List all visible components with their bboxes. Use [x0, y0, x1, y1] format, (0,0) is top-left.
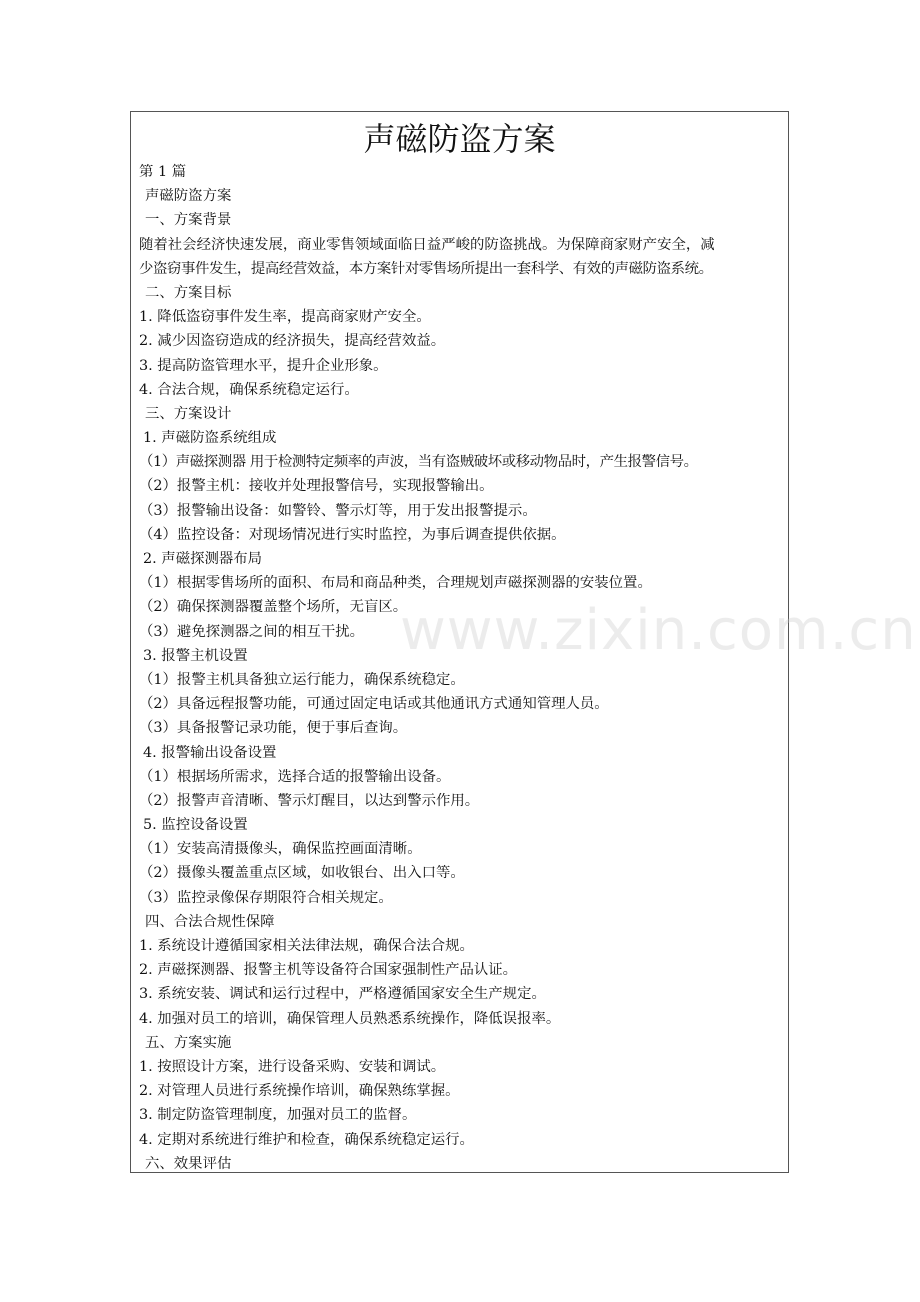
body-line: 2. 减少因盗窃造成的经济损失，提高经营效益。 — [139, 333, 446, 350]
body-line: （3）具备报警记录功能，便于事后查询。 — [139, 720, 408, 737]
body-line: 4. 定期对系统进行维护和检查，确保系统稳定运行。 — [139, 1131, 474, 1148]
body-line: （3）监控录像保存期限符合相关规定。 — [139, 889, 393, 906]
body-line: 三、方案设计 — [145, 405, 232, 422]
body-line: （4）监控设备：对现场情况进行实时监控，为事后调查提供依据。 — [139, 526, 566, 543]
body-line: （2）报警声音清晰、警示灯醒目，以达到警示作用。 — [139, 792, 480, 809]
body-line: 2. 对管理人员进行系统操作培训，确保熟练掌握。 — [139, 1083, 460, 1100]
body-line: 1. 按照设计方案，进行设备采购、安装和调试。 — [139, 1058, 446, 1075]
body-line: 3. 制定防盗管理制度，加强对员工的监督。 — [139, 1107, 417, 1124]
body-line: 1. 降低盗窃事件发生率，提高商家财产安全。 — [139, 309, 431, 326]
body-line: （1）报警主机具备独立运行能力，确保系统稳定。 — [139, 671, 465, 688]
body-line: 2. 声磁探测器布局 — [143, 551, 263, 567]
body-line: 2. 声磁探测器、报警主机等设备符合国家强制性产品认证。 — [139, 962, 518, 979]
document-body — [139, 160, 784, 1176]
body-line: 六、效果评估 — [145, 1155, 232, 1172]
document-title: 声磁防盗方案 — [363, 120, 556, 158]
body-line: （3）报警输出设备：如警铃、警示灯等，用于发出报警提示。 — [139, 502, 537, 519]
body-line: （2）具备远程报警功能，可通过固定电话或其他通讯方式通知管理人员。 — [139, 696, 609, 713]
body-line: （1）根据零售场所的面积、布局和商品种类，合理规划声磁探测器的安装位置。 — [139, 575, 652, 592]
body-line: 少盗窃事件发生，提高经营效益，本方案针对零售场所提出一套科学、有效的声磁防盗系统。 — [139, 260, 713, 277]
body-line: 1. 声磁防盗系统组成 — [143, 430, 277, 447]
body-line: 声磁防盗方案 — [145, 188, 232, 205]
body-line: 一、方案背景 — [145, 212, 232, 229]
body-line: （1）声磁探测器 用于检测特定频率的声波，当有盗贼破坏或移动物品时，产生报警信号。 — [139, 454, 698, 471]
body-line: （3）避免探测器之间的相互干扰。 — [139, 623, 365, 640]
body-line: 3. 报警主机设置 — [143, 647, 248, 664]
body-line: 1. 系统设计遵循国家相关法律法规，确保合法合规。 — [139, 938, 474, 954]
body-line: 3. 提高防盗管理水平，提升企业形象。 — [139, 357, 388, 374]
body-line: 第 1 篇 — [139, 164, 187, 180]
body-line: （2）摄像头覆盖重点区域，如收银台、出入口等。 — [139, 865, 465, 882]
body-line: 4. 加强对员工的培训，确保管理人员熟悉系统操作，降低误报率。 — [139, 1010, 561, 1027]
body-line: 五、方案实施 — [145, 1034, 232, 1051]
body-line: 5. 监控设备设置 — [143, 817, 248, 834]
watermark-text: www.zixin.com.cn — [400, 598, 917, 663]
body-line: 3. 系统安装、调试和运行过程中，严格遵循国家安全生产规定。 — [139, 986, 546, 1003]
body-line: （1）安装高清摄像头，确保监控画面清晰。 — [139, 841, 422, 858]
body-line: 4. 合法合规，确保系统稳定运行。 — [139, 381, 359, 398]
body-line: （2）确保探测器覆盖整个场所，无盲区。 — [139, 599, 408, 616]
body-line: 随着社会经济快速发展，商业零售领域面临日益严峻的防盗挑战。为保障商家财产安全，减 — [139, 236, 715, 253]
body-line: 二、方案目标 — [145, 284, 232, 301]
body-line: 四、合法合规性保障 — [145, 913, 275, 930]
body-line: （2）报警主机：接收并处理报警信号，实现报警输出。 — [139, 478, 494, 495]
body-line: （1）根据场所需求，选择合适的报警输出设备。 — [139, 768, 451, 785]
body-line: 4. 报警输出设备设置 — [143, 744, 277, 761]
